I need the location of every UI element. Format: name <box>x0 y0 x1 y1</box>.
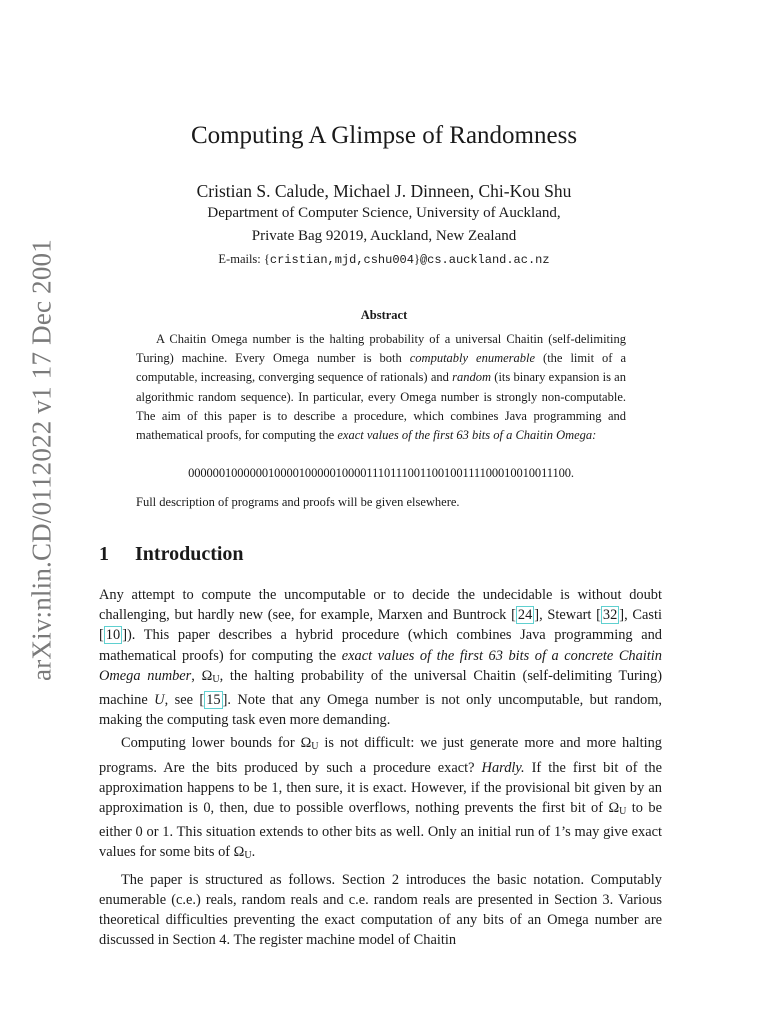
p2-subscript-2: U <box>619 806 627 818</box>
section-heading-introduction <box>99 543 244 566</box>
abstract-text-2: (the limit of a computable, increasing, converging sequence of rationals) and <box>136 351 626 385</box>
abstract-text-3: (its binary expansion is an algorithmic random sequence). In particular, every Omega number is strongly non-computable. The aim of this paper is to describe a procedure, which combines Java programming and mathematical proofs, for computing the <box>136 370 626 443</box>
p1-machine-u: U <box>154 692 165 709</box>
emails-brace-close: } <box>413 252 420 266</box>
p1-text-a: Any attempt to compute the uncomputable or to decide the undecidable is without doubt challenging, but hardly new (see, for example, Marxen and Buntrock [ <box>99 587 662 624</box>
p2-subscript-1: U <box>311 741 319 753</box>
p2-text-b: is not difficult: we just generate more and more halting programs. Are the bits produced by such a procedure exact? <box>99 735 662 776</box>
p1-text-b: ], Stewart [ <box>534 607 601 624</box>
p2-text-a: Computing lower bounds for Ω <box>121 735 312 752</box>
section-number: 1 <box>99 543 109 565</box>
p1-text-c: ], Casti [ <box>99 607 662 644</box>
section-title: Introduction <box>135 543 244 565</box>
author-list: Cristian S. Calude, Michael J. Dinneen, Chi-Kou Shu <box>196 181 572 201</box>
intro-paragraph-3: The paper is structured as follows. Section 2 introduces the basic notation. Computably enumerable (c.e.) reals, random reals and c.e. random reals are presented in Section 3. Various theoretical difficulties preventing the exact computation of any bits of an Omega number are discussed in Section 4. The register machine model of Chaitin <box>99 871 662 949</box>
abstract-emphasis-3: exact values of the first 63 bits of a Chaitin Omega: <box>337 428 597 443</box>
p2-text-d: to be either 0 or 1. This situation extends to other bits as well. Only an initial run of 1’s may give exact values for some bits of Ω <box>99 800 662 861</box>
affiliation-line-1: Department of Computer Science, University of Auckland, <box>207 205 561 221</box>
p1-text-g: , see [ <box>164 692 205 709</box>
p2-emphasis: Hardly. <box>481 759 525 776</box>
citation-link-15[interactable]: 15 <box>206 692 221 709</box>
introduction-body <box>99 585 662 953</box>
emails-brace-open: { <box>263 252 270 266</box>
emails-label: E-mails: <box>218 252 264 266</box>
abstract-heading: Abstract <box>360 308 408 322</box>
p1-emphasis: exact values of the first 63 bits of a concrete Chaitin Omega number <box>99 647 662 684</box>
p1-subscript-u: U <box>212 673 220 685</box>
emails-usernames: cristian,mjd,cshu004 <box>269 253 414 267</box>
intro-paragraph-2 <box>99 733 662 866</box>
p2-text-e: . <box>251 844 256 861</box>
p2-subscript-3: U <box>244 850 252 862</box>
author-emails <box>0 252 768 267</box>
abstract-text-1: A Chaitin Omega number is the halting probability of a universal Chaitin (self-delimiting Turing) machine. Every Omega number is both <box>136 332 626 366</box>
abstract-emphasis-2: random <box>452 370 492 385</box>
abstract-paragraph <box>136 330 626 445</box>
p1-text-d: ]). This paper describes a hybrid procedure (which combines Java programming and mathematical proofs) for computing the <box>99 627 662 664</box>
emails-domain: @cs.auckland.ac.nz <box>419 253 550 267</box>
p1-text-h: ]. Note that any Omega number is not only uncomputable, but random, making the computing task even more demanding. <box>99 692 663 729</box>
p1-text-f: , the halting probability of the universal Chaitin (self-delimiting Turing) machine <box>99 667 662 709</box>
arxiv-identifier-text: arXiv:nlin.CD/0112022 v1 17 Dec 2001 <box>26 239 57 681</box>
p1-text-e: , Ω <box>191 667 213 684</box>
citation-link-32[interactable]: 32 <box>602 607 618 624</box>
affiliation-line-2: Private Bag 92019, Auckland, New Zealand <box>251 228 517 244</box>
full-description-note: Full description of programs and proofs will be given elsewhere. <box>136 495 460 509</box>
intro-paragraph-1 <box>99 585 662 730</box>
omega-bits-display: 000000100000010000100000100001110111001100100111100010010011100. <box>188 466 574 480</box>
citation-link-24[interactable]: 24 <box>517 607 533 624</box>
paper-title: Computing A Glimpse of Randomness <box>190 122 578 149</box>
abstract-body <box>136 330 626 445</box>
p2-text-c: If the first bit of the approximation happens to be 1, then sure, it is exact. However, if the provisional bit given by an approximation is 0, then, due to possible overflows, nothing prevents the first bit of Ω <box>99 759 662 817</box>
citation-link-10[interactable]: 10 <box>105 627 121 644</box>
abstract-emphasis-1: computably enumerable <box>409 351 536 366</box>
